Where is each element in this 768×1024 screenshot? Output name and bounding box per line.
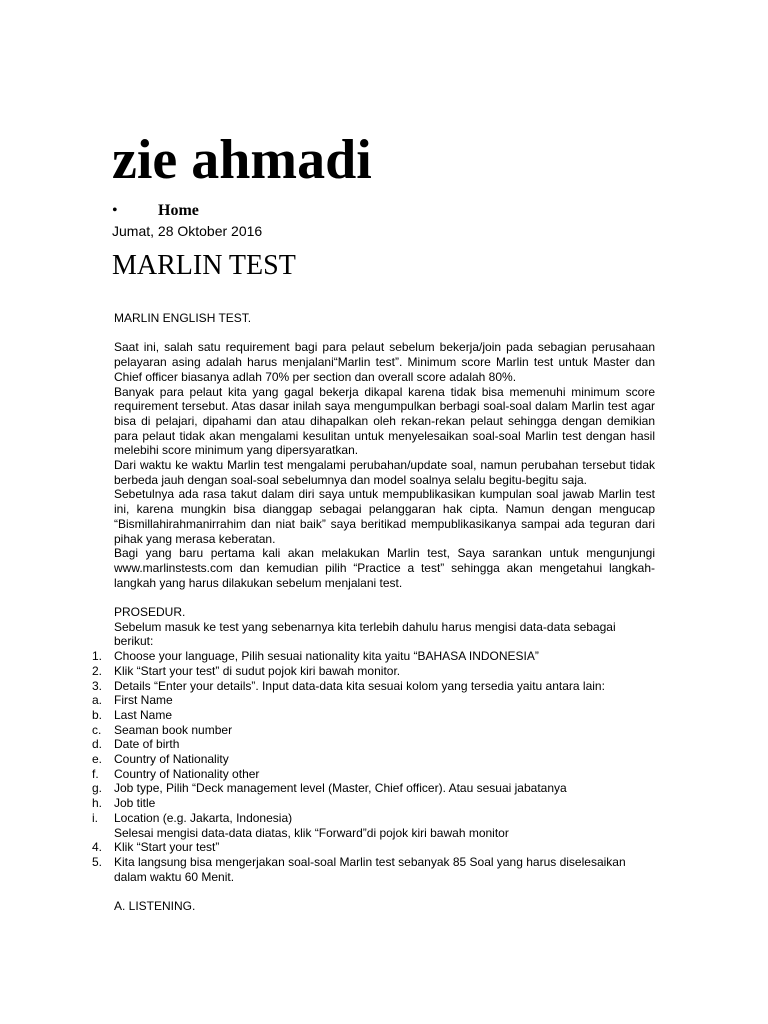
nav-bullet: • xyxy=(112,202,118,219)
procedure-heading: PROSEDUR. xyxy=(114,605,186,620)
paragraph-4: Sebetulnya ada rasa takut dalam diri saya untuk mempublikasikan kumpulan soal jawab Marlin test ini, karena mungkin bisa dianggap sebagai pelanggaran hak cipta. Namun dengan mengucap “Bismillahirahmanirrahim dan niat baik” saya beritikad mempublikasikanya sampai ada teguran dari pihak yang merasa keberatan. xyxy=(114,487,655,546)
list-marker: d. xyxy=(92,737,103,752)
list-text: Choose your language, Pilih sesuai nationality kita yaitu “BAHASA INDONESIA” xyxy=(114,649,539,664)
list-marker: 3. xyxy=(92,678,103,693)
list-item xyxy=(92,854,655,884)
list-item xyxy=(92,707,655,723)
list-item xyxy=(92,752,655,767)
list-marker: h. xyxy=(92,796,103,811)
list-text: Klik “Start your test” di sudut pojok kiri bawah monitor. xyxy=(114,663,401,678)
site-title[interactable]: zie ahmadi xyxy=(112,129,372,191)
list-item xyxy=(92,737,655,752)
list-text: Details “Enter your details”. Input data-data kita sesuai kolom yang tersedia yaitu antara lain: xyxy=(114,678,605,693)
nav-home-link[interactable]: Home xyxy=(158,202,199,219)
list-text: Job title xyxy=(114,796,156,811)
list-marker: 5. xyxy=(92,854,103,869)
list-text: Date of birth xyxy=(114,737,180,752)
procedure-intro: Sebelum masuk ke test yang sebenarnya kita terlebih dahulu harus mengisi data-data sebagai berikut: xyxy=(114,619,616,649)
paragraph-2: Banyak para pelaut kita yang gagal bekerja dikapal karena tidak bisa memenuhi minimum score requirement tersebut. Atas dasar inilah saya mengumpulkan berbagi soal-soal dalam Marlin test agar bisa di pelajari, dipahami dan atau dihapalkan oleh rekan-rekan pelaut sehingga dengan demikian para pelaut tidak akan mengalami kesulitan untuk menyelesaikan soal-soal Marlin test dengan hasil melebihi score minimum yang dipersyaratkan. xyxy=(114,384,655,458)
list-text: Location (e.g. Jakarta, Indonesia) xyxy=(114,810,293,825)
list-item xyxy=(92,840,655,855)
list-text: Country of Nationality other xyxy=(114,766,260,781)
list-text: First Name xyxy=(114,693,173,708)
paragraph-3: Dari waktu ke waktu Marlin test mengalami perubahan/update soal, namun perubahan tersebut tidak berbeda jauh dengan soal-soal sebelumnya dan model soalnya selalu begitu-begitu saja. xyxy=(114,458,655,487)
list-text: Job type, Pilih “Deck management level (Master, Chief officer). Atau sesuai jabatanya xyxy=(114,781,567,796)
paragraph-5: Bagi yang baru pertama kali akan melakukan Marlin test, Saya sarankan untuk mengunjungi www.marlinstests.com dan kemudian pilih “Practice a test” sehingga akan mengetahui langkah-langkah yang harus dilakukan sebelum menjalani test. xyxy=(114,546,655,590)
list-text: Kita langsung bisa mengerjakan soal-soal Marlin test sebanyak 85 Soal yang harus diselesaikan dalam waktu 60 Menit. xyxy=(114,854,626,884)
list-text: Country of Nationality xyxy=(114,752,229,767)
list-marker: 2. xyxy=(92,663,103,678)
paragraph-1: Saat ini, salah satu requirement bagi para pelaut sebelum bekerja/join pada sebagian perusahaan pelayaran asing adalah harus menjalani“Marlin test”. Minimum score Marlin test untuk Master dan Chief officer biasanya adlah 70% per section dan overall score adalah 80%. xyxy=(114,340,655,384)
list-item xyxy=(92,810,655,826)
after-details-note: Selesai mengisi data-data diatas, klik “Forward”di pojok kiri bawah monitor xyxy=(114,825,509,840)
list-item xyxy=(92,649,655,664)
list-marker: b. xyxy=(92,707,103,722)
list-marker: c. xyxy=(92,722,102,737)
list-item xyxy=(92,766,655,782)
post-date: Jumat, 28 Oktober 2016 xyxy=(112,223,263,239)
post-body xyxy=(92,311,655,914)
list-item xyxy=(92,678,655,694)
section-a-heading: A. LISTENING. xyxy=(114,899,196,914)
list-marker: e. xyxy=(92,752,103,767)
list-marker: g. xyxy=(92,781,103,796)
list-marker: 1. xyxy=(92,649,103,664)
list-item xyxy=(92,796,655,811)
list-marker: i. xyxy=(92,810,98,825)
list-item xyxy=(92,722,655,738)
list-text: Seaman book number xyxy=(114,722,233,737)
post-heading: MARLIN ENGLISH TEST. xyxy=(114,311,252,325)
list-item xyxy=(92,693,655,708)
list-marker: 4. xyxy=(92,840,103,855)
list-item xyxy=(92,781,655,796)
list-item xyxy=(92,663,655,679)
list-text: Last Name xyxy=(114,707,173,722)
post-title[interactable]: MARLIN TEST xyxy=(112,250,296,281)
list-text: Klik “Start your test” xyxy=(114,840,220,855)
list-marker: a. xyxy=(92,693,103,708)
list-marker: f. xyxy=(92,766,99,781)
